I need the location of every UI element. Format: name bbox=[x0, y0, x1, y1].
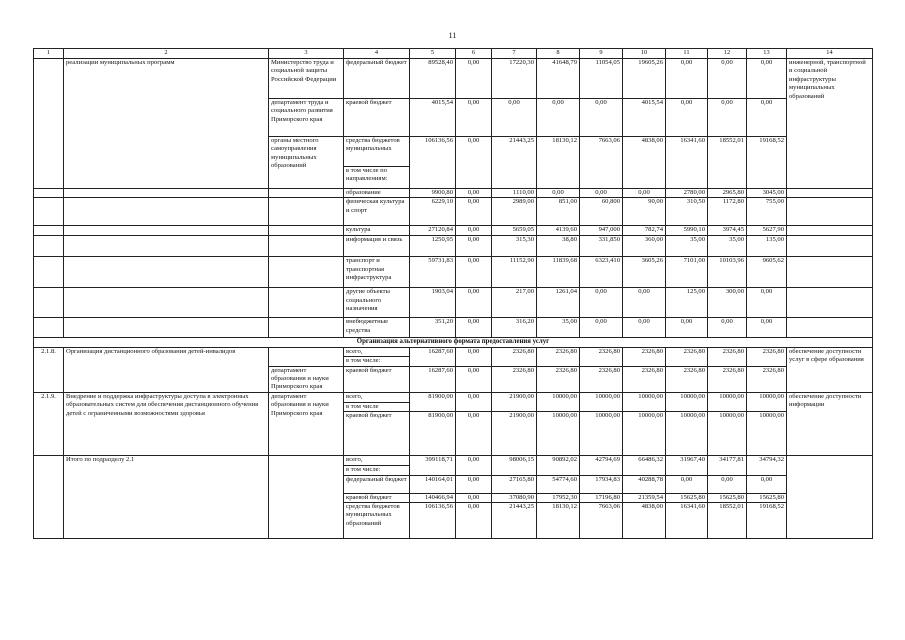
result-cell: обеспечение доступности информации bbox=[787, 392, 873, 455]
value-cell: 399118,71 bbox=[410, 456, 456, 475]
executor-cell bbox=[269, 226, 344, 236]
value-cell: 2326,80 bbox=[623, 347, 666, 366]
value-cell: 10000,00 bbox=[537, 412, 580, 456]
table-row bbox=[34, 318, 873, 338]
value-cell: 90,00 bbox=[623, 198, 666, 226]
value-cell: 18552,01 bbox=[708, 503, 747, 539]
executor-cell bbox=[269, 493, 344, 502]
header-cell: 8 bbox=[537, 49, 580, 59]
code-cell bbox=[34, 189, 64, 198]
name-cell bbox=[64, 493, 269, 502]
value-cell: 17934,83 bbox=[580, 475, 623, 493]
source-cell: краевой бюджет bbox=[344, 493, 410, 502]
code-cell bbox=[34, 503, 64, 539]
value-cell: 98006,15 bbox=[492, 456, 537, 475]
value-cell: 21900,00 bbox=[492, 412, 537, 456]
source-cell: федеральный бюджет bbox=[344, 59, 410, 99]
value-cell: 2326,80 bbox=[492, 347, 537, 366]
value-cell: 4139,60 bbox=[537, 226, 580, 236]
value-cell: 7663,06 bbox=[580, 503, 623, 539]
value-cell: 10000,00 bbox=[708, 392, 747, 411]
value-cell: 0,00 bbox=[456, 503, 492, 539]
name-cell bbox=[64, 99, 269, 137]
value-cell: 0,00 bbox=[623, 288, 666, 318]
value-cell: 0,00 bbox=[580, 288, 623, 318]
value-cell: 0,00 bbox=[456, 456, 492, 475]
name-cell bbox=[64, 167, 269, 189]
value-cell: 0,00 bbox=[708, 318, 747, 338]
header-row bbox=[34, 49, 873, 59]
section-row bbox=[34, 338, 873, 347]
executor-cell bbox=[269, 503, 344, 539]
table-row bbox=[34, 236, 873, 257]
table-row bbox=[34, 288, 873, 318]
value-cell: 60,800 bbox=[580, 198, 623, 226]
result-cell bbox=[787, 288, 873, 318]
value-cell: 0,00 bbox=[456, 99, 492, 137]
value-cell: 0,00 bbox=[708, 99, 747, 137]
code-cell bbox=[34, 236, 64, 257]
source-cell: физическая культура и спорт bbox=[344, 198, 410, 226]
executor-cell bbox=[269, 198, 344, 226]
value-cell: 16287,60 bbox=[410, 366, 456, 392]
value-cell: 10000,00 bbox=[580, 392, 623, 411]
header-cell: 5 bbox=[410, 49, 456, 59]
value-cell: 0,00 bbox=[456, 475, 492, 493]
value-cell: 0,00 bbox=[580, 189, 623, 198]
value-cell: 140164,01 bbox=[410, 475, 456, 493]
value-cell: 2326,80 bbox=[580, 366, 623, 392]
value-cell: 4838,00 bbox=[623, 503, 666, 539]
source-cell: всего, bbox=[344, 392, 410, 402]
name-cell bbox=[64, 288, 269, 318]
header-cell: 1 bbox=[34, 49, 64, 59]
value-cell: 0,00 bbox=[456, 288, 492, 318]
value-cell: 21443,25 bbox=[492, 503, 537, 539]
source-cell: краевой бюджет bbox=[344, 412, 410, 456]
value-cell: 125,00 bbox=[666, 288, 708, 318]
value-cell: 3605,26 bbox=[623, 257, 666, 288]
result-cell: инженерной, транспортной и социальной инфраструктуры муниципальных образований bbox=[787, 59, 873, 137]
table-row bbox=[34, 99, 873, 137]
code-cell bbox=[34, 137, 64, 167]
value-cell: 16341,60 bbox=[666, 137, 708, 189]
value-cell: 300,00 bbox=[708, 288, 747, 318]
value-cell: 16341,60 bbox=[666, 503, 708, 539]
value-cell: 2326,80 bbox=[747, 347, 787, 366]
executor-cell bbox=[269, 347, 344, 366]
value-cell: 38,80 bbox=[537, 236, 580, 257]
value-cell: 2780,00 bbox=[666, 189, 708, 198]
value-cell: 11054,05 bbox=[580, 59, 623, 99]
value-cell: 0,00 bbox=[456, 412, 492, 456]
value-cell: 15625,80 bbox=[666, 493, 708, 502]
value-cell: 10000,00 bbox=[708, 412, 747, 456]
table-row bbox=[34, 257, 873, 288]
value-cell: 5990,10 bbox=[666, 226, 708, 236]
value-cell: 0,00 bbox=[580, 99, 623, 137]
value-cell: 140466,94 bbox=[410, 493, 456, 502]
value-cell: 34794,32 bbox=[747, 456, 787, 475]
code-cell bbox=[34, 456, 64, 466]
name-cell bbox=[64, 257, 269, 288]
value-cell: 2965,80 bbox=[708, 189, 747, 198]
value-cell: 0,00 bbox=[456, 236, 492, 257]
value-cell: 310,50 bbox=[666, 198, 708, 226]
code-cell bbox=[34, 493, 64, 502]
source-cell: другие объекты социального назначения bbox=[344, 288, 410, 318]
executor-cell: департамент образования и науки Приморского края bbox=[269, 392, 344, 455]
header-cell: 3 bbox=[269, 49, 344, 59]
source-cell: транспорт и транспортная инфраструктура bbox=[344, 257, 410, 288]
source-cell: средства бюджетов муниципальных bbox=[344, 137, 410, 167]
header-cell: 11 bbox=[666, 49, 708, 59]
value-cell: 0,00 bbox=[456, 137, 492, 189]
value-cell: 2326,80 bbox=[492, 366, 537, 392]
value-cell: 9900,80 bbox=[410, 189, 456, 198]
value-cell: 0,00 bbox=[747, 59, 787, 99]
table-row bbox=[34, 189, 873, 198]
value-cell: 360,00 bbox=[623, 236, 666, 257]
name-cell bbox=[64, 198, 269, 226]
value-cell: 6323,410 bbox=[580, 257, 623, 288]
code-cell bbox=[34, 167, 64, 189]
source-cell: средства бюджетов муниципальных образований bbox=[344, 503, 410, 539]
code-cell bbox=[34, 466, 64, 475]
code-cell bbox=[34, 198, 64, 226]
result-cell bbox=[787, 137, 873, 189]
value-cell: 2326,80 bbox=[580, 347, 623, 366]
value-cell: 106136,56 bbox=[410, 503, 456, 539]
value-cell: 81900,00 bbox=[410, 412, 456, 456]
value-cell: 17220,30 bbox=[492, 59, 537, 99]
executor-cell bbox=[269, 288, 344, 318]
value-cell: 0,00 bbox=[492, 99, 537, 137]
header-cell: 12 bbox=[708, 49, 747, 59]
value-cell: 90892,02 bbox=[537, 456, 580, 475]
source-cell: краевой бюджет bbox=[344, 366, 410, 392]
value-cell: 10000,00 bbox=[537, 392, 580, 411]
source-cell: культура bbox=[344, 226, 410, 236]
name-cell bbox=[64, 475, 269, 493]
source-cell: краевой бюджет bbox=[344, 99, 410, 137]
value-cell: 35,00 bbox=[666, 236, 708, 257]
value-cell: 10103,96 bbox=[708, 257, 747, 288]
value-cell: 0,00 bbox=[456, 189, 492, 198]
table-row bbox=[34, 198, 873, 226]
value-cell: 0,00 bbox=[666, 318, 708, 338]
value-cell: 782,74 bbox=[623, 226, 666, 236]
value-cell: 66486,32 bbox=[623, 456, 666, 475]
value-cell: 0,00 bbox=[456, 257, 492, 288]
value-cell: 35,00 bbox=[708, 236, 747, 257]
source-cell: всего, bbox=[344, 456, 410, 466]
value-cell: 16287,60 bbox=[410, 347, 456, 366]
name-cell bbox=[64, 236, 269, 257]
value-cell: 4838,00 bbox=[623, 137, 666, 189]
executor-cell: департамент труда и социального развития Приморского края bbox=[269, 99, 344, 137]
value-cell: 18130,12 bbox=[537, 503, 580, 539]
value-cell: 0,00 bbox=[666, 99, 708, 137]
value-cell: 3045,00 bbox=[747, 189, 787, 198]
value-cell: 135,00 bbox=[747, 236, 787, 257]
value-cell: 0,00 bbox=[456, 366, 492, 392]
result-cell bbox=[787, 318, 873, 338]
value-cell: 10000,00 bbox=[623, 392, 666, 411]
table-row bbox=[34, 137, 873, 167]
value-cell: 41648,79 bbox=[537, 59, 580, 99]
header-cell: 2 bbox=[64, 49, 269, 59]
header-cell: 9 bbox=[580, 49, 623, 59]
value-cell: 755,00 bbox=[747, 198, 787, 226]
value-cell: 17952,30 bbox=[537, 493, 580, 502]
value-cell: 0,00 bbox=[666, 59, 708, 99]
value-cell: 27165,80 bbox=[492, 475, 537, 493]
value-cell: 0,00 bbox=[708, 59, 747, 99]
value-cell: 21359,54 bbox=[623, 493, 666, 502]
value-cell: 21443,25 bbox=[492, 137, 537, 189]
table-row bbox=[34, 503, 873, 539]
value-cell: 42794,69 bbox=[580, 456, 623, 475]
value-cell: 1250,95 bbox=[410, 236, 456, 257]
value-cell: 0,00 bbox=[747, 318, 787, 338]
value-cell: 2326,80 bbox=[708, 347, 747, 366]
value-cell: 10000,00 bbox=[747, 412, 787, 456]
value-cell: 19168,52 bbox=[747, 503, 787, 539]
name-cell bbox=[64, 318, 269, 338]
source-cell: информация и связь bbox=[344, 236, 410, 257]
value-cell: 0,00 bbox=[747, 288, 787, 318]
executor-cell bbox=[269, 189, 344, 198]
result-cell bbox=[787, 257, 873, 288]
code-cell bbox=[34, 59, 64, 99]
source-cell: внебюджетные средства bbox=[344, 318, 410, 338]
code-cell: 2.1.8. bbox=[34, 347, 64, 392]
name-cell: реализации муниципальных программ bbox=[64, 59, 269, 99]
value-cell: 1903,04 bbox=[410, 288, 456, 318]
result-cell bbox=[787, 198, 873, 226]
source-cell: образование bbox=[344, 189, 410, 198]
value-cell: 9605,62 bbox=[747, 257, 787, 288]
value-cell: 81900,00 bbox=[410, 392, 456, 411]
value-cell: 217,00 bbox=[492, 288, 537, 318]
source-cell: федеральный бюджет bbox=[344, 475, 410, 493]
name-cell bbox=[64, 226, 269, 236]
value-cell: 19168,52 bbox=[747, 137, 787, 189]
value-cell: 2326,80 bbox=[623, 366, 666, 392]
value-cell: 4015,54 bbox=[410, 99, 456, 137]
value-cell: 0,00 bbox=[456, 347, 492, 366]
header-cell: 10 bbox=[623, 49, 666, 59]
header-cell: 13 bbox=[747, 49, 787, 59]
value-cell: 106136,56 bbox=[410, 137, 456, 189]
code-cell bbox=[34, 475, 64, 493]
value-cell: 2326,80 bbox=[666, 347, 708, 366]
value-cell: 2326,80 bbox=[708, 366, 747, 392]
value-cell: 0,00 bbox=[456, 493, 492, 502]
value-cell: 15625,80 bbox=[708, 493, 747, 502]
result-cell bbox=[787, 466, 873, 475]
name-cell bbox=[64, 503, 269, 539]
header-cell: 6 bbox=[456, 49, 492, 59]
value-cell: 0,00 bbox=[580, 318, 623, 338]
header-cell: 7 bbox=[492, 49, 537, 59]
result-cell bbox=[787, 456, 873, 466]
value-cell: 21900,00 bbox=[492, 392, 537, 411]
source-cell: в том числе bbox=[344, 402, 410, 411]
value-cell: 0,00 bbox=[623, 318, 666, 338]
value-cell: 37080,90 bbox=[492, 493, 537, 502]
executor-cell bbox=[269, 475, 344, 493]
value-cell: 1261,04 bbox=[537, 288, 580, 318]
section-title: Организация альтернативного формата предоставления услуг bbox=[34, 338, 873, 347]
value-cell: 10000,00 bbox=[666, 392, 708, 411]
name-cell bbox=[64, 189, 269, 198]
code-cell bbox=[34, 318, 64, 338]
table-row bbox=[34, 456, 873, 466]
value-cell: 0,00 bbox=[456, 226, 492, 236]
header-cell: 4 bbox=[344, 49, 410, 59]
value-cell: 6229,10 bbox=[410, 198, 456, 226]
value-cell: 17196,80 bbox=[580, 493, 623, 502]
value-cell: 2326,80 bbox=[666, 366, 708, 392]
value-cell: 40288,78 bbox=[623, 475, 666, 493]
value-cell: 947,000 bbox=[580, 226, 623, 236]
value-cell: 18552,01 bbox=[708, 137, 747, 189]
value-cell: 0,00 bbox=[708, 475, 747, 493]
page-number: 11 bbox=[448, 31, 457, 40]
executor-cell: департамент образования и науки Приморского края bbox=[269, 366, 344, 392]
executor-cell: Министерство труда и социальной защиты Российской Федерации bbox=[269, 59, 344, 99]
value-cell: 0,00 bbox=[456, 392, 492, 411]
executor-cell: органы местного самоуправления муниципальных образований bbox=[269, 137, 344, 189]
value-cell: 89528,40 bbox=[410, 59, 456, 99]
name-cell: Организация дистанционного образования детей-инвалидов bbox=[64, 347, 269, 392]
table-row bbox=[34, 392, 873, 402]
source-cell: в том числе: bbox=[344, 357, 410, 366]
source-cell: всего, bbox=[344, 347, 410, 356]
value-cell: 0,00 bbox=[623, 189, 666, 198]
value-cell: 15625,80 bbox=[747, 493, 787, 502]
value-cell: 35,00 bbox=[537, 318, 580, 338]
value-cell: 4015,54 bbox=[623, 99, 666, 137]
value-cell: 0,00 bbox=[747, 99, 787, 137]
value-cell: 2326,80 bbox=[537, 366, 580, 392]
value-cell: 0,00 bbox=[747, 475, 787, 493]
value-cell: 1110,00 bbox=[492, 189, 537, 198]
result-cell bbox=[787, 236, 873, 257]
value-cell: 1172,80 bbox=[708, 198, 747, 226]
table-row bbox=[34, 493, 873, 502]
value-cell: 2326,80 bbox=[747, 366, 787, 392]
value-cell: 0,00 bbox=[456, 318, 492, 338]
code-cell bbox=[34, 99, 64, 137]
value-cell: 0,00 bbox=[456, 59, 492, 99]
value-cell: 2989,00 bbox=[492, 198, 537, 226]
table-row bbox=[34, 226, 873, 236]
value-cell: 7101,00 bbox=[666, 257, 708, 288]
value-cell: 851,00 bbox=[537, 198, 580, 226]
table-row bbox=[34, 347, 873, 356]
code-cell bbox=[34, 226, 64, 236]
executor-cell bbox=[269, 466, 344, 475]
value-cell: 0,00 bbox=[537, 189, 580, 198]
value-cell: 10000,00 bbox=[666, 412, 708, 456]
value-cell: 59731,83 bbox=[410, 257, 456, 288]
result-cell bbox=[787, 189, 873, 198]
value-cell: 10000,00 bbox=[747, 392, 787, 411]
value-cell: 351,20 bbox=[410, 318, 456, 338]
code-cell bbox=[34, 257, 64, 288]
name-cell bbox=[64, 137, 269, 167]
table-row bbox=[34, 475, 873, 493]
value-cell: 54774,60 bbox=[537, 475, 580, 493]
value-cell: 34177,81 bbox=[708, 456, 747, 475]
value-cell: 11152,90 bbox=[492, 257, 537, 288]
result-cell bbox=[787, 493, 873, 502]
executor-cell bbox=[269, 236, 344, 257]
value-cell: 3974,45 bbox=[708, 226, 747, 236]
source-cell: в том числе: bbox=[344, 466, 410, 475]
value-cell: 0,00 bbox=[456, 198, 492, 226]
value-cell: 10000,00 bbox=[623, 412, 666, 456]
value-cell: 5659,05 bbox=[492, 226, 537, 236]
subtotal-name: Итого по подразделу 2.1 bbox=[64, 456, 269, 466]
value-cell: 18130,12 bbox=[537, 137, 580, 189]
value-cell: 7663,06 bbox=[580, 137, 623, 189]
name-cell: Внедрение и поддержка инфраструктуры доступа в электронных образовательных систем для обеспечения дистанционного обучения детей с ограниченными возможностями здоровья bbox=[64, 392, 269, 455]
result-cell bbox=[787, 226, 873, 236]
value-cell: 5627,90 bbox=[747, 226, 787, 236]
code-cell: 2.1.9. bbox=[34, 392, 64, 455]
value-cell: 0,00 bbox=[666, 475, 708, 493]
value-cell: 315,30 bbox=[492, 236, 537, 257]
table-row bbox=[34, 59, 873, 99]
value-cell: 27120,84 bbox=[410, 226, 456, 236]
code-cell bbox=[34, 288, 64, 318]
executor-cell bbox=[269, 456, 344, 466]
name-cell bbox=[64, 466, 269, 475]
result-cell bbox=[787, 475, 873, 493]
header-cell: 14 bbox=[787, 49, 873, 59]
value-cell: 331,850 bbox=[580, 236, 623, 257]
value-cell: 19605,26 bbox=[623, 59, 666, 99]
executor-cell bbox=[269, 318, 344, 338]
value-cell: 31967,40 bbox=[666, 456, 708, 475]
budget-table bbox=[33, 48, 873, 539]
value-cell: 2326,80 bbox=[537, 347, 580, 366]
value-cell: 316,20 bbox=[492, 318, 537, 338]
result-cell bbox=[787, 503, 873, 539]
result-cell: обеспечение доступности услуг в сфере образования bbox=[787, 347, 873, 392]
source-cell: в том числе по направлениям: bbox=[344, 167, 410, 189]
value-cell: 0,00 bbox=[537, 99, 580, 137]
executor-cell bbox=[269, 257, 344, 288]
value-cell: 11839,68 bbox=[537, 257, 580, 288]
value-cell: 10000,00 bbox=[580, 412, 623, 456]
